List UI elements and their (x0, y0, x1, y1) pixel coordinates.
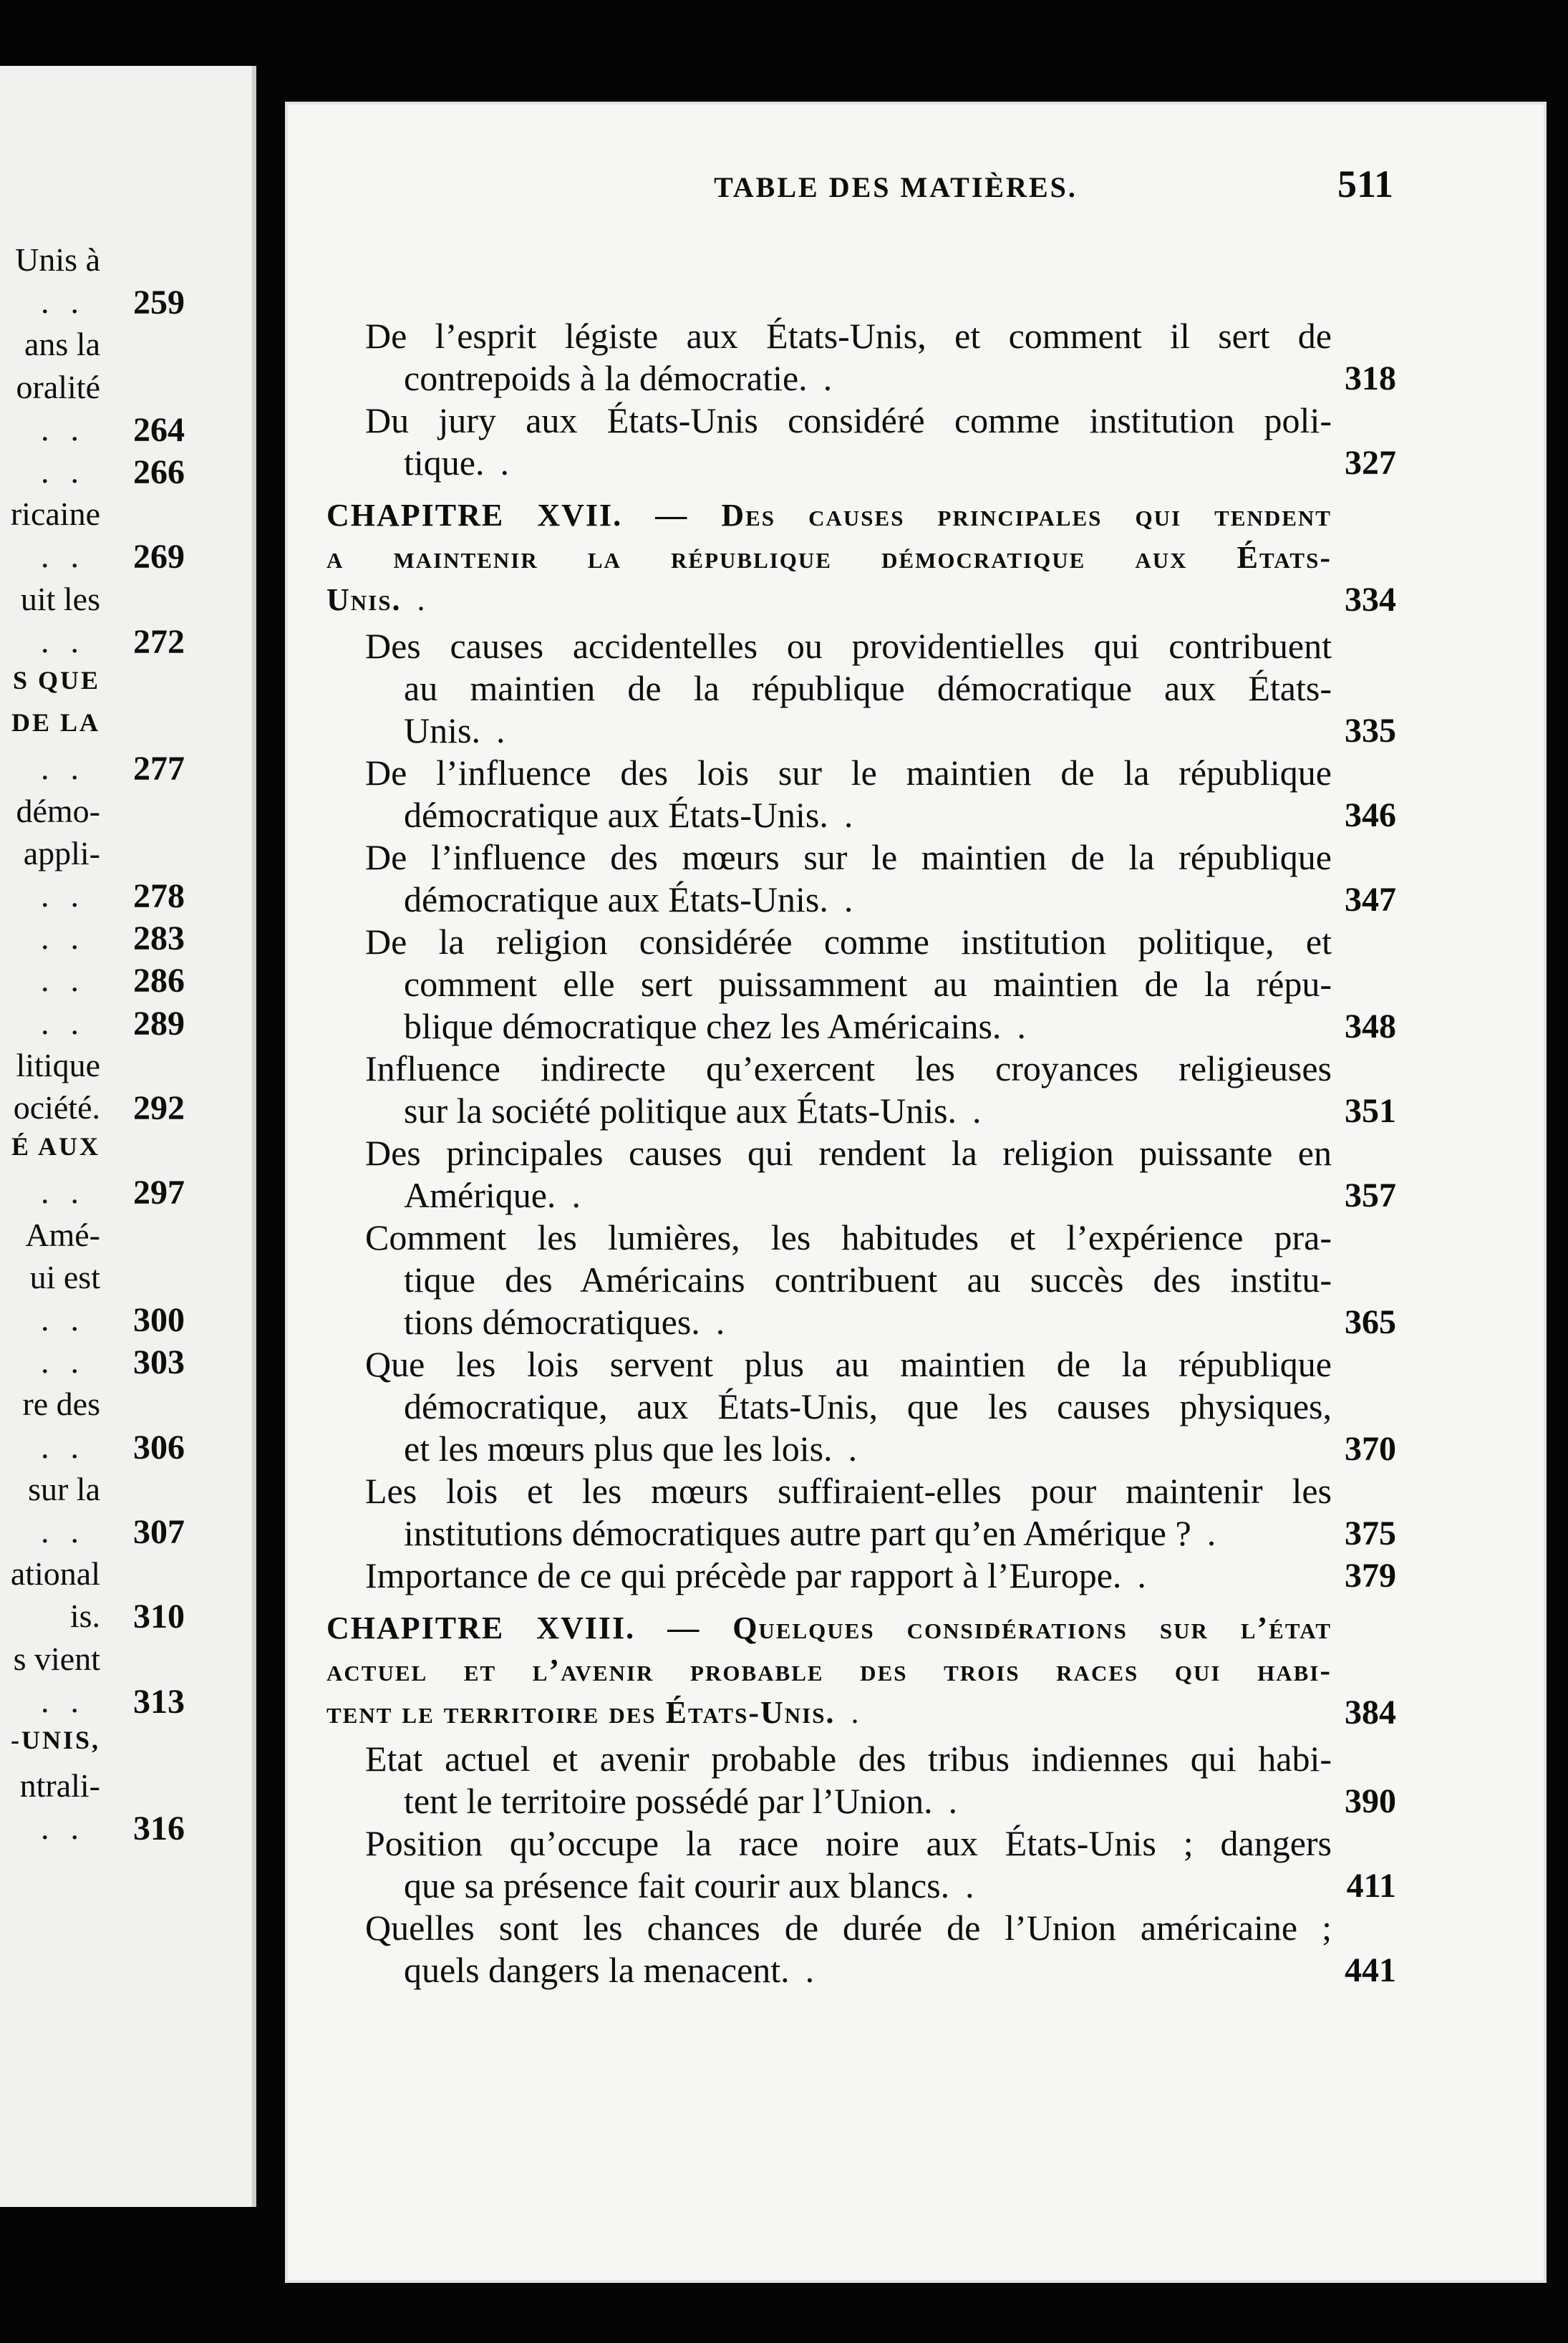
previous-page-number-value: 277 (133, 750, 185, 788)
previous-page-text: litique (16, 1046, 100, 1083)
toc-page-number: 351 (1345, 1092, 1396, 1130)
previous-page-number (133, 286, 185, 320)
toc-line (404, 1780, 1332, 1822)
toc-line-text: comment elle sert puissamment au maintien de la répu- (404, 964, 1332, 1004)
toc-page-number: 441 (1345, 1951, 1396, 1989)
previous-page-number-value: 300 (133, 1301, 185, 1339)
dot-leader: .. (41, 750, 100, 787)
toc-line-text: De la religion considérée comme institution politique, et (365, 922, 1332, 962)
toc-line-text: actuel et l’avenir probable des trois races qui habi- (326, 1653, 1332, 1688)
toc-line-text: CHAPITRE XVIII. — Quelques considérations sur l’état (326, 1610, 1332, 1646)
dot-leader: .. (41, 1301, 100, 1338)
toc-line (365, 752, 1332, 794)
previous-page-number-value: 286 (133, 962, 185, 1000)
toc-section-entry (365, 752, 1396, 836)
dot-leader: .. (41, 284, 100, 321)
toc-line (404, 963, 1332, 1005)
toc-line-text: Unis. (404, 710, 480, 750)
dot-leader: . (843, 795, 868, 835)
previous-page-number (133, 1091, 185, 1126)
previous-page-number (133, 752, 185, 786)
toc-line-text: tent le territoire des États-Unis. (326, 1695, 836, 1730)
previous-page-number-value: 264 (133, 410, 185, 449)
toc-page-number: 357 (1345, 1177, 1396, 1214)
dot-leader: .. (41, 877, 100, 914)
toc-line-text: démocratique aux États-Unis. (404, 879, 828, 919)
dot-leader: . (823, 358, 848, 398)
previous-page-number-value: 310 (133, 1598, 185, 1636)
toc-line (404, 879, 1332, 921)
toc-line-text: tique. (404, 443, 485, 483)
previous-page-text: ociété. (13, 1089, 100, 1126)
previous-page-number-value: 259 (133, 284, 185, 322)
dot-leader: . (972, 1091, 997, 1131)
previous-page-text: appli- (23, 834, 100, 871)
toc-line (404, 1259, 1332, 1301)
toc-line-text: sur la société politique aux États-Unis. (404, 1091, 957, 1131)
toc-line (326, 1649, 1332, 1691)
previous-page-number-value: 306 (133, 1428, 185, 1467)
dot-leader: .. (41, 919, 100, 957)
table-of-contents (326, 315, 1396, 1991)
dot-leader: .. (41, 1513, 100, 1550)
previous-page-number-value: 289 (133, 1004, 185, 1043)
previous-page-number-value: 316 (133, 1810, 185, 1848)
toc-line (404, 1090, 1332, 1132)
previous-page-text: ui est (29, 1258, 100, 1295)
previous-page-text: uit les (20, 580, 100, 617)
toc-section-entry (365, 1048, 1396, 1132)
toc-line-text: a maintenir la république démocratique aux États- (326, 540, 1332, 575)
toc-line-text: institutions démocratiques autre part qu’en Amérique ? (404, 1513, 1191, 1553)
previous-page-text: Unis à (15, 241, 100, 278)
toc-line (365, 315, 1332, 357)
previous-page-number-value: 307 (133, 1513, 185, 1551)
toc-line-text: Des causes accidentelles ou providentielles qui contribuent (365, 626, 1332, 666)
previous-page-text: ntrali- (19, 1767, 100, 1805)
previous-page-text: DE LA (11, 708, 100, 738)
toc-line-text: tent le territoire possédé par l’Union. (404, 1781, 933, 1821)
dot-leader: .. (41, 1810, 100, 1847)
toc-page-number: 318 (1345, 359, 1396, 397)
toc-line (404, 1301, 1332, 1343)
toc-line (365, 1343, 1332, 1386)
toc-page-number: 379 (1345, 1557, 1396, 1595)
toc-line (365, 1907, 1332, 1949)
toc-line (404, 1174, 1332, 1217)
previous-page-text: ans la (24, 326, 100, 363)
page-number: 511 (1337, 163, 1393, 206)
toc-line-text: Les lois et les mœurs suffiraient-elles pour maintenir les (365, 1471, 1332, 1511)
dot-leader: . (500, 443, 524, 483)
toc-line-text: tions démocratiques. (404, 1302, 700, 1342)
toc-line-text: Unis. (326, 582, 402, 617)
toc-page-number: 335 (1345, 712, 1396, 750)
toc-line-text: au maintien de la république démocratique aux États- (404, 668, 1332, 708)
dot-leader: . (1137, 1555, 1161, 1595)
toc-line (365, 1132, 1332, 1174)
previous-page-number-value: 313 (133, 1682, 185, 1721)
toc-page-number: 390 (1345, 1782, 1396, 1820)
toc-line-text: Que les lois servent plus au maintien de la république (365, 1344, 1332, 1384)
dot-leader: . (965, 1865, 989, 1905)
toc-section-entry (365, 1470, 1396, 1555)
dot-leader: .. (41, 410, 100, 448)
toc-section-entry (365, 1132, 1396, 1217)
toc-section-entry (365, 625, 1396, 752)
toc-section-entry (365, 1343, 1396, 1470)
previous-page-number (133, 622, 185, 661)
toc-section-entry (365, 400, 1396, 484)
dot-leader: . (571, 1175, 596, 1215)
toc-section-entry (365, 1907, 1396, 1991)
toc-line-text: démocratique, aux États-Unis, que les causes physiques, (404, 1386, 1332, 1426)
toc-line (404, 794, 1332, 836)
toc-page-number: 370 (1345, 1430, 1396, 1468)
toc-line-text: Amérique. (404, 1175, 556, 1215)
previous-page-text: Amé- (25, 1216, 100, 1253)
previous-page-number (133, 879, 185, 914)
previous-page-text: ricaine (10, 496, 100, 533)
toc-line (326, 579, 1332, 621)
dot-leader: . (805, 1950, 830, 1990)
toc-page-number: 334 (1345, 581, 1396, 619)
toc-line-text: Du jury aux États-Unis considéré comme institution poli- (365, 400, 1332, 440)
toc-page-number: 375 (1345, 1515, 1396, 1552)
previous-page-text: démo- (16, 792, 100, 829)
previous-page-number (133, 964, 185, 998)
toc-line (404, 667, 1332, 710)
toc-line (365, 1822, 1332, 1865)
toc-line-text: Position qu’occupe la race noire aux États-Unis ; dangers (365, 1823, 1332, 1863)
previous-page-number-value: 266 (133, 453, 185, 491)
toc-line (365, 1738, 1332, 1780)
toc-line (365, 1555, 1332, 1597)
previous-page-number (133, 1428, 185, 1467)
previous-page-text: ational (10, 1555, 100, 1593)
toc-page-number: 327 (1345, 444, 1396, 482)
toc-line (404, 442, 1332, 484)
toc-page-number: 384 (1345, 1694, 1396, 1731)
toc-line (404, 1949, 1332, 1991)
previous-page-number (133, 1600, 185, 1634)
dot-leader: . (495, 710, 521, 750)
toc-line-text: contrepoids à la démocratie. (404, 358, 808, 398)
previous-page-text: oralité (16, 368, 100, 405)
toc-section-entry (365, 315, 1396, 400)
previous-page-number (133, 1303, 185, 1338)
previous-page-number-value: 292 (133, 1089, 185, 1127)
toc-line (404, 1512, 1332, 1555)
previous-page-number (133, 1515, 185, 1550)
previous-page-number (133, 1812, 185, 1846)
toc-line-text: De l’esprit légiste aux États-Unis, et comment il sert de (365, 316, 1332, 356)
toc-page-number: 346 (1345, 796, 1396, 834)
toc-line (326, 536, 1332, 579)
previous-page-text: É AUX (11, 1132, 100, 1161)
previous-page-text: -UNIS, (10, 1726, 100, 1754)
dot-leader: .. (41, 1174, 100, 1211)
toc-line (365, 400, 1332, 442)
previous-page-number (133, 1176, 185, 1210)
dot-leader: .. (41, 622, 100, 660)
toc-line (365, 836, 1332, 879)
toc-section-entry (365, 1822, 1396, 1907)
toc-line-text: Quelles sont les chances de durée de l’Union américaine ; (365, 1908, 1332, 1948)
toc-section-entry (365, 1738, 1396, 1822)
previous-page-number (133, 1004, 185, 1043)
previous-page-number-value: 272 (133, 622, 185, 661)
previous-page-text: S QUE (12, 666, 100, 695)
toc-section-entry (365, 921, 1396, 1048)
dot-leader: . (417, 582, 440, 617)
running-title: TABLE DES MATIÈRES. (714, 171, 1078, 203)
toc-page-number: 411 (1346, 1867, 1396, 1905)
previous-page-number (133, 455, 185, 490)
previous-page-text: s vient (13, 1640, 100, 1677)
previous-page-number-value: 283 (133, 919, 185, 958)
dot-leader: .. (41, 962, 100, 999)
previous-page-text: is. (69, 1598, 100, 1635)
dot-leader: .. (41, 1004, 100, 1041)
toc-line (365, 921, 1332, 963)
previous-page-text: sur la (28, 1470, 100, 1507)
toc-line-text: blique démocratique chez les Américains. (404, 1006, 1002, 1046)
previous-page-number (133, 919, 185, 958)
toc-line (326, 1691, 1332, 1734)
toc-line-text: quels dangers la menacent. (404, 1950, 790, 1990)
toc-line-text: Importance de ce qui précède par rapport à l’Europe. (365, 1555, 1122, 1595)
toc-line-text: Influence indirecte qu’exercent les croyances religieuses (365, 1048, 1332, 1088)
toc-chapter-entry (326, 1607, 1396, 1734)
toc-line (365, 1470, 1332, 1512)
toc-line-text: Des principales causes qui rendent la religion puissante en (365, 1133, 1332, 1173)
toc-line (365, 1048, 1332, 1090)
toc-line (404, 1865, 1332, 1907)
previous-page-number (133, 1682, 185, 1721)
previous-page-number (133, 540, 185, 574)
dot-leader: .. (41, 1682, 100, 1719)
toc-page-number: 348 (1345, 1008, 1396, 1045)
page-header (398, 162, 1393, 219)
toc-line (404, 357, 1332, 400)
toc-line (365, 1217, 1332, 1259)
toc-line-text: Etat actuel et avenir probable des tribus indiennes qui habi- (365, 1739, 1332, 1779)
dot-leader: .. (41, 538, 100, 575)
dot-leader: .. (41, 453, 100, 490)
toc-section-entry (365, 1217, 1396, 1343)
toc-chapter-entry (326, 494, 1396, 621)
dot-leader: .. (41, 1428, 100, 1465)
toc-line (365, 625, 1332, 667)
dot-leader: . (848, 1429, 873, 1469)
previous-page-fragment (0, 66, 256, 2207)
dot-leader: . (843, 879, 868, 919)
toc-section-entry (365, 836, 1396, 921)
previous-page-number-value: 269 (133, 538, 185, 576)
toc-line (404, 1005, 1332, 1048)
dot-leader: . (1206, 1513, 1231, 1553)
toc-page-number: 347 (1345, 881, 1396, 919)
previous-page-number-value: 303 (133, 1343, 185, 1382)
toc-line-text: démocratique aux États-Unis. (404, 795, 828, 835)
toc-line-text: De l’influence des mœurs sur le maintien de la république (365, 837, 1332, 877)
toc-line-text: Comment les lumières, les habitudes et l’expérience pra- (365, 1217, 1332, 1257)
previous-page-number-value: 297 (133, 1174, 185, 1212)
dot-leader: . (715, 1302, 740, 1342)
dot-leader: . (1017, 1006, 1041, 1046)
toc-page-number: 365 (1345, 1303, 1396, 1341)
toc-line-text: CHAPITRE XVII. — Des causes principales qui tendent (326, 498, 1332, 533)
previous-page-number-value: 278 (133, 877, 185, 915)
toc-line (404, 1428, 1332, 1470)
previous-page-number (133, 410, 185, 449)
toc-line-text: tique des Américains contribuent au succès des institu- (404, 1260, 1332, 1300)
toc-line-text: que sa présence fait courir aux blancs. (404, 1865, 950, 1905)
previous-page-number (133, 1343, 185, 1382)
toc-line-text: et les mœurs plus que les lois. (404, 1429, 833, 1469)
toc-line-text: De l’influence des lois sur le maintien de la république (365, 753, 1332, 793)
toc-line (404, 1386, 1332, 1428)
toc-line (326, 1607, 1332, 1649)
toc-line (404, 710, 1332, 752)
dot-leader: .. (41, 1343, 100, 1381)
dot-leader: . (851, 1695, 874, 1730)
toc-section-entry (365, 1555, 1396, 1597)
toc-line (326, 494, 1332, 536)
previous-page-text: re des (22, 1386, 100, 1423)
dot-leader: . (948, 1781, 973, 1821)
